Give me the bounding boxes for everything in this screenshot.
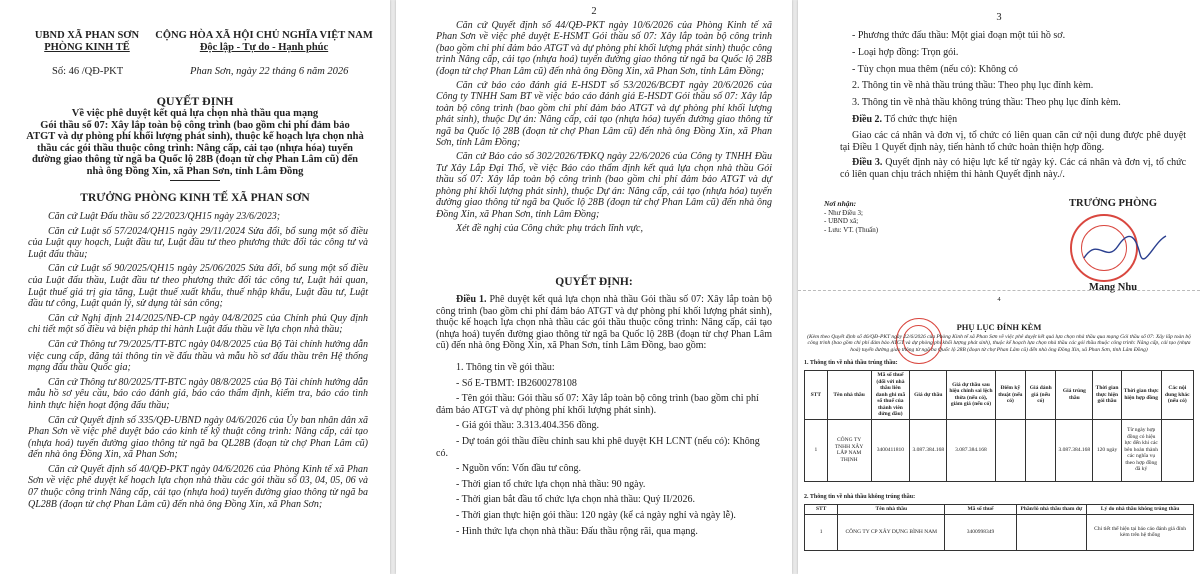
cell: 3400411810 (871, 419, 910, 481)
table-header-row (805, 505, 1194, 515)
info-item: - Thời gian tổ chức lựa chọn nhà thầu: 90 ngày. (456, 478, 646, 490)
column-header: Mã số thuế (đối với nhà thầu liên danh ghi mã số thuế của thành viên đứng đầu) (871, 371, 910, 420)
cell: Từ ngày hợp đồng có hiệu lực đến khi các bên hoàn thành các nghĩa vụ theo hợp đồng đã ký (1121, 419, 1161, 481)
info-item: 3. Thông tin về nhà thầu không trúng thầu: Theo phụ lục đính kèm. (852, 97, 1121, 109)
recipient: - UBND xã; (824, 217, 859, 225)
signer-title: TRƯỞNG PHÒNG (1069, 198, 1157, 209)
cell (1161, 419, 1193, 481)
column-header: STT (805, 371, 828, 420)
subject-line: nhà ông Đồng Xin, xã Phan Sơn, tỉnh Lâm Đồng (86, 165, 304, 177)
column-header: Lý do nhà thầu không trúng thầu (1087, 505, 1194, 515)
appendix-subtitle: (Kèm theo Quyết định số 46/QĐ-PKT ngày 22/6/2026 của Phòng Kinh tế xã Phan Sơn về việc phê duyệt kết quả lựa chọn nhà thầu qua mạng Gói thầu số 07: Xây lắp toàn bộ công trình (bao gồm chi phí đảm bảo ATGT và dự phòng phí khối lượng phát sinh), thuộc kế hoạch lựa chọn nhà thầu các gói thầu thuộc công trình: Nâng cấp, cải tạo (nhựa hoá) tuyến đường giao thông từ ngã ba Quốc lộ 28B (đoạn từ chợ Phan Lâm cũ) đến nhà ông Đồng Xin, xã Phan Sơn, tỉnh Lâm Đồng) (807, 334, 1191, 353)
national-motto: Độc lập - Tự do - Hạnh phúc (199, 42, 329, 53)
cell: 1 (805, 419, 828, 481)
divider (170, 180, 220, 181)
table-row (805, 419, 1194, 481)
column-header: STT (805, 505, 838, 515)
table-1-title: 1. Thông tin về nhà thầu trúng thầu: (804, 360, 898, 366)
cell (1016, 514, 1087, 550)
subject-line: thầu các gói thầu thuộc công trình: Nâng cấp, cải tạo (nhựa hóa) tuyến (36, 142, 354, 154)
article-label: Điều 3. (852, 157, 883, 169)
article-2 (840, 114, 1186, 126)
losing-bidder-table (804, 504, 1194, 551)
legal-basis: Căn cứ Quyết định số 40/QĐ-PKT ngày 04/6/2026 của Phòng Kinh tế xã Phan Sơn về việc phê duyệt kế hoạch lựa chọn nhà thầu các gói thầu số 03, 04, 05, 06 và 07 thuộc công trình Nâng cấp, cải tạo (nhựa hoá) tuyến đường giao thông từ ngã ba QL28B (đoạn từ chợ Phan Lâm cũ) đến nhà ông Đồng Xin, xã Phan Sơn; (28, 463, 368, 510)
info-item: - Hình thức lựa chọn nhà thầu: Đấu thầu rộng rãi, qua mạng. (456, 525, 698, 537)
page-number: 4 (997, 296, 1001, 303)
legal-basis: Căn cứ Quyết định số 335/QĐ-UBND ngày 04/6/2026 của Ủy ban nhân dân xã Phan Sơn về việc phê duyệt báo cáo kinh tế kỹ thuật công trình: Nâng cấp, cải tạo (nhựa hoá) tuyến đường giao thông từ ngã ba QL28B (đoạn từ chợ Phan Lâm cũ) đến nhà ông Đồng Xin, xã Phan Sơn; (28, 414, 368, 461)
article-text: Quyết định này có hiệu lực kể từ ngày ký. Các cá nhân và đơn vị, tổ chức có liên quan chịu trách nhiệm thi hành Quyết định này./. (840, 157, 1187, 181)
cell (1026, 419, 1056, 481)
info-item: - Thời gian bắt đầu tổ chức lựa chọn nhà thầu: Quý II/2026. (456, 494, 695, 506)
appendix-title: PHỤ LỤC ĐÍNH KÈM (956, 322, 1042, 332)
article-text: Tổ chức thực hiện (882, 113, 958, 125)
legal-bases (436, 20, 772, 234)
column-header: Các nội dung khác (nếu có) (1161, 371, 1193, 420)
legal-basis: Căn cứ Luật số 57/2024/QH15 ngày 29/11/2024 Sửa đổi, bổ sung một số điều của Luật quy hoạch, Luật đầu tư, Luật đầu tư theo phương thức đối tác công tư và Luật đấu thầu; (28, 225, 368, 260)
article-text: Phê duyệt kết quả lựa chọn nhà thầu Gói thầu số 07: Xây lắp toàn bộ công trình (bao gồm chi phí đảm bảo ATGT và dự phòng phí khối lượng phát sinh), thuộc kế hoạch lựa chọn nhà thầu các gói thầu thuộc công trình: Nâng cấp, cải tạo (nhựa hoá) tuyến đường giao thông từ ngã ba Quốc lộ 28B (đoạn từ chợ Phan Lâm cũ) đến nhà ông Đồng Xin, xã Phan Sơn, tỉnh Lâm Đồng, bao gồm: (436, 294, 772, 352)
info-item: - Thời gian thực hiện gói thầu: 120 ngày (kể cả ngày nghỉ và ngày lễ). (456, 509, 736, 521)
table-header-row (805, 371, 1194, 420)
info-item: - Loại hợp đồng: Trọn gói. (852, 46, 959, 58)
document-number: Số: 46 /QĐ-PKT (52, 66, 124, 77)
department-name: PHÒNG KINH TẾ (44, 42, 130, 53)
winning-bidder-table (804, 370, 1194, 482)
column-header: Giá trúng thầu (1056, 371, 1093, 420)
subject-line: đường giao thông từ ngã ba Quốc lộ 28B (đoạn từ chợ Phan Lâm cũ) đến (31, 154, 359, 165)
document-page-1 (0, 0, 390, 574)
package-info-list (436, 362, 772, 537)
recipients (824, 200, 878, 234)
recipients-title: Nơi nhận: (824, 199, 857, 208)
legal-basis: Căn cứ Luật số 90/2025/QH15 ngày 25/06/2025 Sửa đổi, bổ sung một số điều của Luật đấu thầu, Luật đầu tư theo phương thức đối tác công tư, Luật hải quan, Luật thuế giá trị gia tăng, Luật thuế xuất khẩu, thuế nhập khẩu, Luật đầu tư, Luật đầu tư công, Luật quản lý, sử dụng tài sản công; (28, 263, 368, 310)
table-2-title: 2. Thông tin về nhà thầu không trúng thầu: (804, 494, 916, 500)
info-item: - Tùy chọn mua thêm (nếu có): Không có (852, 63, 1018, 75)
legal-basis: Căn cứ Luật Đấu thầu số 22/2023/QH15 ngày 23/6/2023; (48, 211, 281, 222)
cell (995, 419, 1025, 481)
legal-basis: Căn cứ Thông tư 80/2025/TT-BTC ngày 08/8/2025 của Bộ Tài chính hướng dẫn mẫu hồ sơ yêu cầu, báo cáo đánh giá, báo cáo thẩm định, kiểm tra, báo cáo tình hình thực hiện hoạt động đấu thầu; (28, 376, 368, 411)
article-label: Điều 1. (456, 294, 487, 305)
cell: 1 (805, 514, 838, 550)
legal-basis: Căn cứ Báo cáo số 302/2026/TĐKQ ngày 22/6/2026 của Công ty TNHH Đầu Tư Xây Lắp Đại Thổ, về việc Báo cáo thẩm định kết quả lựa chọn nhà thầu Gói thầu số 07: Xây lắp toàn bộ công trình (bao gồm chi phí đảm bảo ATGT và dự phòng phí khối lượng phát sinh), thuộc Dự án: Nâng cấp, cải tạo (nhựa hóa) tuyến đường giao thông từ ngã ba Quốc lộ 28B (đoạn từ chợ Phan Lâm cũ) đến nhà ông Đồng Xin, xã Phan Sơn, tỉnh Lâm Đồng; (436, 151, 772, 220)
column-header: Tên nhà thầu (827, 371, 871, 420)
legal-basis: Xét đề nghị của Công chức phụ trách lĩnh vực, (456, 222, 643, 234)
subject-line: Về việc phê duyệt kết quả lựa chọn nhà thầu qua mạng (71, 108, 319, 119)
cell: 3.087.384.168 (910, 419, 947, 481)
subject-line: ATGT và dự phòng phí khối lượng phát sinh), thuộc kế hoạch lựa chọn nhà (26, 131, 364, 142)
contract-info-list (840, 30, 1186, 181)
column-header: Điểm kỹ thuật (nếu có) (995, 371, 1025, 420)
info-item: - Dự toán gói thầu điều chỉnh sau khi phê duyệt KH LCNT (nếu có): Không có. (436, 435, 760, 459)
decision-heading: QUYẾT ĐỊNH: (555, 276, 633, 288)
cell: CÔNG TY CP XÂY DỰNG BÌNH NAM (838, 514, 945, 550)
agency-name: UBND XÃ PHAN SƠN (34, 30, 140, 41)
page-number: 3 (996, 12, 1002, 23)
info-item: - Giá gói thầu: 3.313.404.356 đồng. (456, 420, 600, 432)
legal-basis: Căn cứ báo cáo đánh giá E-HSDT số 53/2026/BCĐT ngày 20/6/2026 của Công ty TNHH Sam BT về việc báo cáo đánh giá E-HSDT Gói thầu số 07: Xây lắp toàn bộ công trình (bao gồm chi phí đảm bảo ATGT và dự phòng phí khối lượng phát sinh), thuộc Dự án: Nâng cấp, cải tạo (nhựa hóa) tuyến đường giao thông từ ngã ba Quốc lộ 28B (đoạn từ chợ Phan Lâm cũ) đến nhà ông Đồng Xin, xã Phan Sơn, tỉnh Lâm Đồng; (436, 80, 772, 149)
cell: 3.087.384.168 (947, 419, 995, 481)
column-header: Tên nhà thầu (838, 505, 945, 515)
legal-basis: Căn cứ Nghị định 214/2025/NĐ-CP ngày 04/8/2025 của Chính phủ Quy định chi tiết một số điều và biện pháp thi hành Luật đấu thầu về lựa chọn nhà thầu; (28, 312, 368, 336)
column-header: Thời gian thực hiện hợp đồng (1121, 371, 1161, 420)
article-2-body: Giao các cá nhân và đơn vị, tổ chức có liên quan căn cứ nội dung được phê duyệt tại Điều 1 Quyết định này, tiến hành tổ chức hoàn thiện hợp đồng. (840, 129, 1186, 153)
column-header: Mã số thuế (945, 505, 1016, 515)
recipient: - Lưu: VT. (Thuấn) (824, 225, 879, 234)
legal-basis: Căn cứ Thông tư 79/2025/TT-BTC ngày 04/8/2025 của Bộ Tài chính hướng dẫn việc cung cấp, đăng tải thông tin về đấu thầu và mẫu hồ sơ đấu thầu trên Hệ thống mạng đấu thầu Quốc gia; (28, 338, 368, 374)
legal-bases (28, 211, 368, 513)
article-3 (840, 157, 1186, 181)
cell: 3.087.384.168 (1056, 419, 1093, 481)
column-header: Thời gian thực hiện gói thầu (1093, 371, 1121, 420)
cell: Chi tiết thể hiện tại báo cáo đánh giá đính kèm trên hệ thống (1087, 514, 1194, 550)
column-header: Phần/lô nhà thầu tham dự (1016, 505, 1087, 515)
page-number: 2 (591, 6, 597, 17)
recipient: - Như Điều 3; (824, 208, 863, 217)
column-header: Giá dự thầu sau hiệu chỉnh sai lệch thừa (nếu có), giảm giá (nếu có) (947, 371, 995, 420)
info-item: 2. Thông tin về nhà thầu trúng thầu: Theo phụ lục đính kèm. (852, 80, 1094, 92)
article-label: Điều 2. (852, 113, 882, 125)
column-header: Giá dự thầu (910, 371, 947, 420)
document-page-2 (396, 0, 792, 574)
document-date: Phan Sơn, ngày 22 tháng 6 năm 2026 (190, 66, 349, 77)
document-type: QUYẾT ĐỊNH (156, 94, 234, 108)
subject-line: Gói thầu số 07: Xây lắp toàn bộ công trình (bao gồm chi phí đảm bảo (40, 119, 350, 131)
table-row (805, 514, 1194, 550)
issuing-authority: TRƯỞNG PHÒNG KINH TẾ XÃ PHAN SƠN (80, 192, 310, 204)
document-subject (20, 108, 370, 177)
page-break (798, 290, 1200, 291)
signer-name: Mang Nhu (1088, 282, 1138, 293)
column-header: Giá đánh giá (nếu có) (1026, 371, 1056, 420)
cell: CÔNG TY TNHH XÂY LẮP NAM THỊNH (827, 419, 871, 481)
cell: 3400998349 (945, 514, 1016, 550)
info-item: - Tên gói thầu: Gói thầu số 07: Xây lắp toàn bộ công trình (bao gồm chi phí đảm bảo ATGT và dự phòng phí khối lượng phát sinh). (436, 393, 759, 416)
document-page-3 (798, 0, 1200, 574)
legal-basis: Căn cứ Quyết định số 44/QĐ-PKT ngày 10/6/2026 của Phòng Kinh tế xã Phan Sơn về việc phê duyệt E-HSMT Gói thầu số 07: Xây lắp toàn bộ công trình (bao gồm chi phí đảm bảo ATGT và dự phòng phí khối lượng phát sinh) thuộc công trình Nâng cấp, cải tạo (nhựa hoá) tuyến đường giao thông từ ngã ba Quốc lộ 28B (đoạn từ chợ Phan Lâm cũ) đến nhà ông Đồng Xin, xã Phan Sơn, tỉnh Lâm Đồng; (436, 20, 772, 77)
article-1 (436, 294, 772, 352)
info-item: - Phương thức đấu thầu: Một giai đoạn một túi hồ sơ. (852, 30, 1066, 41)
signature-icon (1080, 228, 1170, 268)
info-item: - Số E-TBMT: IB2600278108 (456, 377, 577, 389)
info-item: 1. Thông tin về gói thầu: (456, 362, 555, 373)
national-title: CỘNG HÒA XÃ HỘI CHỦ NGHĨA VIỆT NAM (155, 30, 373, 41)
info-item: - Nguồn vốn: Vốn đầu tư công. (456, 463, 581, 475)
cell: 120 ngày (1093, 419, 1121, 481)
